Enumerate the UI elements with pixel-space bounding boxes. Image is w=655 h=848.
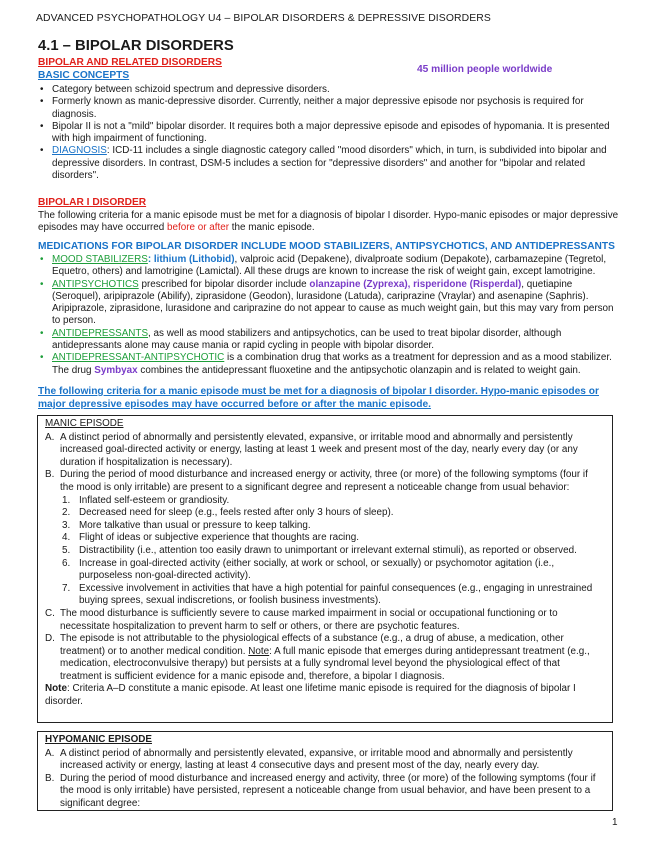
criterion-b: B. During the period of mood disturbance and increased energy or activity, three (or more) of the following symptoms (four if the mood is only irritable) are present to a significant degree and represent a noticeable change from usual behavior: [45,469,588,493]
medications-heading: MEDICATIONS FOR BIPOLAR DISORDER INCLUDE MOOD STABILIZERS, ANTIPSYCHOTICS, AND ANTIDEPRESSANTS [38,241,615,252]
box-title: HYPOMANIC EPISODE [45,734,152,745]
box-title: MANIC EPISODE [45,418,124,429]
criterion-c: C. The mood disturbance is sufficiently severe to cause marked impairment in social or occupational functioning or to necessitate hospitalization to prevent harm to self or others, or there are psychotic features. [45,607,558,632]
symptom-item: 5. Distractibility (i.e., attention too easily drawn to unimportant or irrelevant external stimuli), as reported or observed. [62,544,577,556]
list-item: • Category between schizoid spectrum and depressive disorders. [38,84,623,96]
list-item: • Bipolar II is not a "mild" bipolar disorder. It requires both a major depressive episode and episodes of hypomania. It is presented with high impairment of functioning. [38,121,623,146]
running-header: ADVANCED PSYCHOPATHOLOGY U4 – BIPOLAR DISORDERS & DEPRESSIVE DISORDERS [36,13,491,24]
criterion-a: A. A distinct period of abnormally and persistently elevated, expansive, or irritable mood and abnormally and persistently increased goal-directed activity or energy, lasting at least 1 week and present most of the day, nearly every day (or any duration if hospitalization is necessary). [45,431,578,468]
bipolar-i-heading: BIPOLAR I DISORDER [38,197,147,208]
hypomanic-episode-box [37,731,613,811]
symptom-item: 3. More talkative than usual or pressure to keep talking. [62,519,311,531]
section-heading: BIPOLAR AND RELATED DISORDERS [38,57,222,68]
list-item: • ANTIPSYCHOTICS prescribed for bipolar disorder include olanzapine (Zyprexa), risperidone (Risperdal), quetiapine (Seroquel), aripiprazole (Abilify), ziprasidone (Geodon), lurasidone (Latuda), cariprazine (Vraylar) and asenapine (Saphris). Aripiprazole, ziprasidone, lurasidone and cariprazine do not appear to cause as much weight gain, but this may vary from person to person. [38,279,623,328]
symptom-item: 6. Increase in goal-directed activity (either socially, at work or school, or sexually) or psychomotor agitation (i.e., purposeless non-goal-directed activity). [62,557,555,582]
page-number: 1 [612,817,618,828]
symptom-item: 2. Decreased need for sleep (e.g., feels rested after only 3 hours of sleep). [62,507,394,519]
list-item: • ANTIDEPRESSANTS, as well as mood stabilizers and antipsychotics, can be used to treat bipolar disorder, although antidepressants alone may cause mania or rapid cycling in people with bipolar disorder. [38,328,623,353]
list-item: • MOOD STABILIZERS: lithium (Lithobid), valproic acid (Depakene), divalproate sodium (Depakote), carbamazepine (Tegretol, Equetro, others) and lamotrigine (Lamictal). All these drugs are known to increase the risk of weight gain, except lamotrigine. [38,254,623,279]
manic-episode-box [37,415,613,723]
bipolar-i-paragraph: The following criteria for a manic episode must be met for a diagnosis of bipolar I disorder. Hypo-manic episodes or major depressive episodes may have occurred before or after the manic episode. [38,210,619,234]
symptom-item: 7. Excessive involvement in activities that have a high potential for painful consequences (e.g., engaging in unrestrained buying sprees, sexual indiscretions, or foolish business investments). [62,582,593,607]
diagnosis-label: DIAGNOSIS [52,145,107,157]
criterion-b: B. During the period of mood disturbance and increased energy and activity, three (or more) of the following symptoms (four if the mood is only irritable) have persisted, represent a noticeable change from usual behavior, and have been present to a significant degree: [45,772,596,809]
criterion-a: A. A distinct period of abnormally and persistently elevated, expansive, or irritable mood and abnormally and persistently increased activity or energy, lasting at least 4 consecutive days and present most of the day, nearly every day. [45,747,573,772]
list-item: • Formerly known as manic-depressive disorder. Currently, neither a major depressive episode nor psychosis is required for diagnosis. [38,96,623,121]
page-title: 4.1 – BIPOLAR DISORDERS [38,38,234,54]
basic-concepts-list [38,84,623,182]
criteria-intro: The following criteria for a manic episode must be met for a diagnosis of bipolar I disorder. Hypo-manic episodes or major depressive episodes may have occurred before or after the manic episode. [38,386,599,410]
criterion-d: D. The episode is not attributable to the physiological effects of a substance (e.g., a drug of abuse, a medication, other treatment) or to another medical condition. Note: A full manic episode that emerges during antidepressant treatment (e.g., medication, electroconvulsive therapy) but persists at a fully syndromal level beyond the physiological effect of that treatment is sufficient evidence for a manic episode and, therefore, a bipolar I diagnosis. [45,633,590,682]
symptom-item: 1. Inflated self-esteem or grandiosity. [62,494,230,506]
symptom-item: 4. Flight of ideas or subjective experience that thoughts are racing. [62,532,359,544]
stat-callout: 45 million people worldwide [417,64,553,75]
subsection-heading: BASIC CONCEPTS [38,70,130,81]
list-item: • DIAGNOSIS: ICD-11 includes a single diagnostic category called "mood disorders" which, in turn, is subdivided into bipolar and depressive disorders. In contrast, DSM-5 includes a section for "depressive disorders" and another for "bipolar and related disorders". [38,145,623,182]
box-note: Note: Criteria A–D constitute a manic episode. At least one lifetime manic episode is required for the diagnosis of bipolar I disorder. [45,683,576,708]
list-item: • ANTIDEPRESSANT-ANTIPSYCHOTIC is a combination drug that works as a treatment for depression and as a mood stabilizer. The drug Symbyax combines the antidepressant fluoxetine and the antipsychotic olanzapin and is related to weight gain. [38,352,623,377]
medications-list [38,254,623,377]
